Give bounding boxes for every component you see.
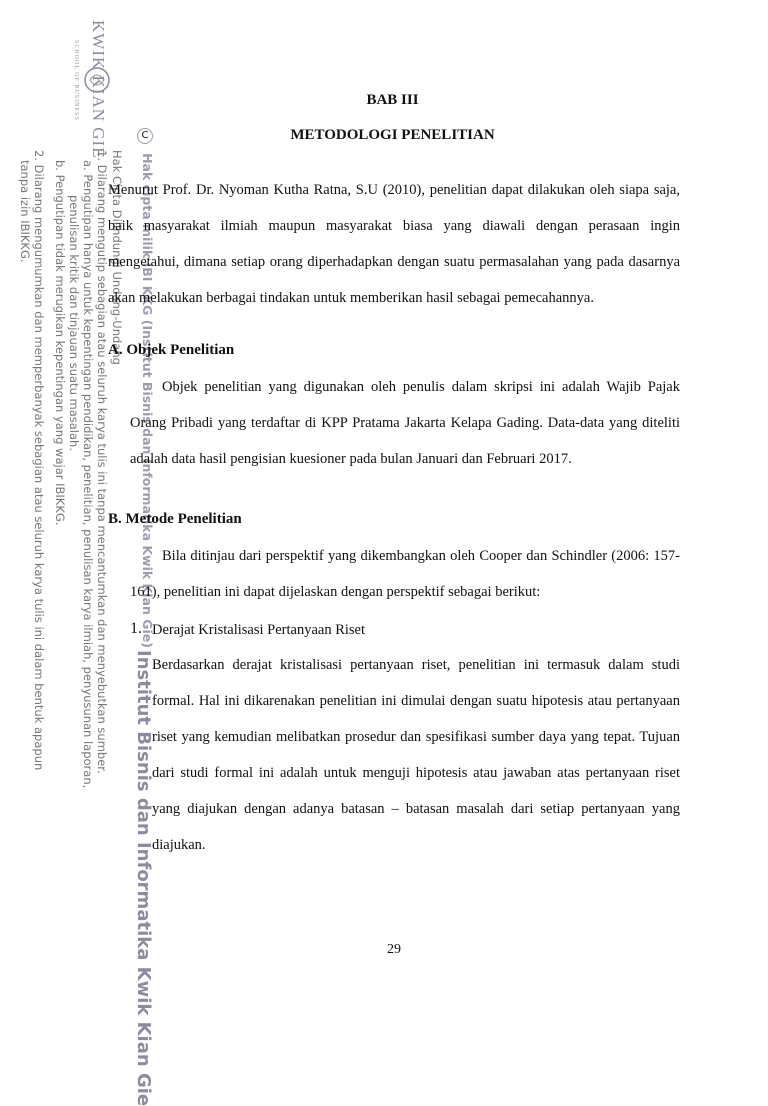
legal-line-5: 2. Dilarang mengumumkan dan memperbanyak sebagian atau seluruh karya tulis ini dalam bentuk apapun <box>32 150 46 771</box>
legal-line-3: penulisan kritik dan tinjauan suatu masalah. <box>67 195 81 451</box>
section-a-paragraph: Objek penelitian yang digunakan oleh penulis dalam skripsi ini adalah Wajib Pajak Orang Pribadi yang terdaftar di KPP Pratama Jakarta Kelapa Gading. Data-data yang diteliti adalah data hasil pengisian kuesioner pada bulan Januari dan Februari 2017. <box>130 379 680 467</box>
list-item-title: Derajat Kristalisasi Pertanyaan Riset <box>152 622 366 638</box>
legal-line-0: Hak Cipta Dilindungi Undang-Undang <box>110 150 124 365</box>
list-item-number: 1. <box>130 620 142 637</box>
institute-watermark <box>133 650 154 1106</box>
legal-line-1: 1. Dilarang mengutip sebagian atau seluruh karya tulis ini tanpa mencantumkan dan menyebutkan sumber. <box>95 150 109 774</box>
copyright-icon: C <box>137 128 153 144</box>
kwik-kian-gie-logo <box>50 10 115 159</box>
intro-paragraph: Menurut Prof. Dr. Nyoman Kutha Ratna, S.U (2010), penelitian dapat dilakukan oleh siapa saja, baik masyarakat ilmiah maupun masyarakat biasa yang diawali dengan perasaan ingin mengetahui, dimana setiap orang diperhadapkan dengan suatu permasalahan yang pada dasarnya akan melakukan berbagai tindakan untuk memberikan hasil sebagai pemecahannya. <box>108 182 680 306</box>
section-b-heading: B. Metode Penelitian <box>108 511 242 527</box>
chapter-heading: BAB III <box>366 92 419 108</box>
legal-line-2: a. Pengutipan hanya untuk kepentingan pendidikan, penelitian, penulisan karya ilmiah, penyusunan laporan, <box>81 160 95 789</box>
crest-icon <box>82 65 112 95</box>
section-a-heading: A. Objek Penelitian <box>108 342 235 358</box>
section-b-paragraph: Bila ditinjau dari perspektif yang dikembangkan oleh Cooper dan Schindler (2006: 157-161), penelitian ini dapat dijelaskan dengan perspektif sebagai berikut: <box>130 548 680 600</box>
hak-cipta-text: Hak cipta milik IBI KKG (Institut Bisnis dan Informatika Kwik Kian Gie) <box>140 153 155 648</box>
legal-line-4: b. Pengutipan tidak merugikan kepentingan yang wajar IBIKKG. <box>53 160 67 526</box>
chapter-title: METODOLOGI PENELITIAN <box>290 127 495 143</box>
logo-sub: SCHOOL OF BUSINESS <box>73 40 79 121</box>
legal-line-6: tanpa izin IBIKKG. <box>18 160 32 263</box>
logo-name: KWIK KIAN GIE <box>89 20 108 159</box>
page-number: 29 <box>387 942 401 957</box>
institute-text: Institut Bisnis dan Informatika Kwik Kian Gie <box>133 650 154 1106</box>
list-item-body: Berdasarkan derajat kristalisasi pertanyaan riset, penelitian ini termasuk dalam studi formal. Hal ini dikarenakan penelitian ini dimulai dengan suatu hipotesis atau pertanyaan riset yang kemudian melibatkan prosedur dan spesifikasi sumber daya yang tepat. Tujuan dari studi formal ini adalah untuk menguji hipotesis atau jawaban atas pertanyaan riset yang diajukan dengan adanya batasan – batasan masalah dari setiap pertanyaan yang diajukan. <box>152 657 680 853</box>
